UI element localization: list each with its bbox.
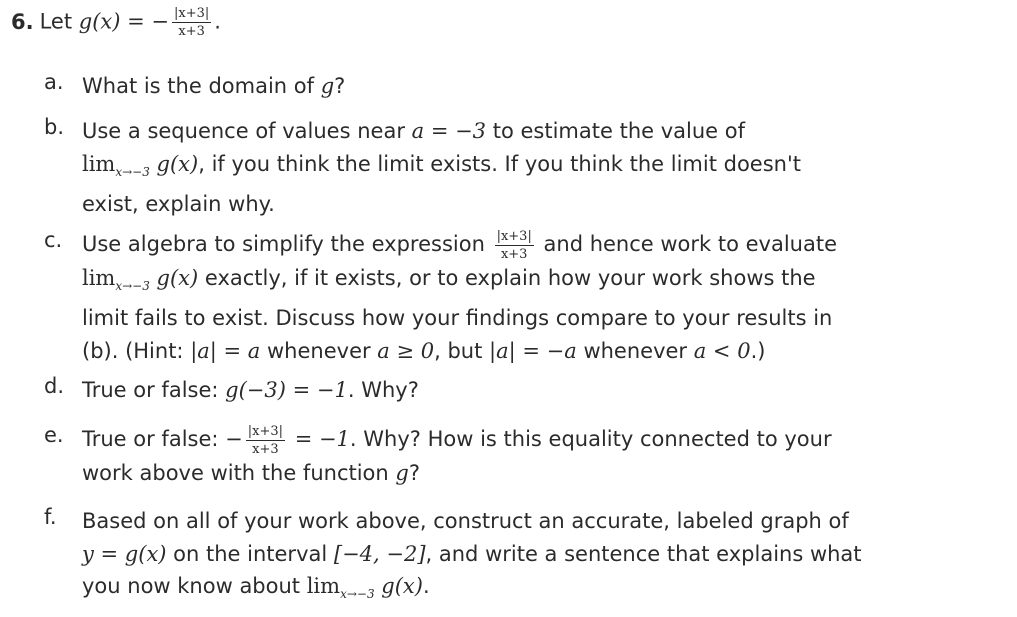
- part-b-lim-sub: x→−3: [115, 164, 150, 179]
- part-d-label: d.: [44, 374, 65, 398]
- part-f-math-y: y = g(x): [82, 541, 167, 566]
- part-c-hint-3: , but: [434, 338, 490, 363]
- part-c-hint-4: whenever: [576, 338, 694, 363]
- part-b-line3: exist, explain why.: [82, 192, 275, 216]
- fraction-denominator: x+3: [178, 24, 205, 39]
- part-f-line2-text: on the interval: [166, 541, 334, 566]
- part-c-label: c.: [44, 228, 63, 252]
- part-e-text-1: True or false: −: [82, 427, 243, 451]
- part-b-line2-text: , if you think the limit exists. If you think the limit doesn't: [198, 151, 801, 176]
- part-a-text: [82, 70, 932, 103]
- part-e-frac-den: x+3: [252, 441, 279, 457]
- part-c-gx: g(x): [149, 265, 199, 290]
- part-c-hint-1: (b). (Hint:: [82, 338, 191, 363]
- part-d-text: [82, 374, 932, 407]
- part-b-math-a: a = −3: [411, 119, 487, 143]
- part-b-line1-text2: to estimate the value of: [486, 119, 745, 143]
- part-f-label: f.: [44, 505, 57, 529]
- part-b-line1-text: Use a sequence of values near: [82, 119, 412, 143]
- part-c-lim-sub: x→−3: [115, 278, 150, 293]
- part-a-text-2: ?: [334, 74, 346, 98]
- problem-number: 6.: [11, 9, 34, 34]
- part-f-line2-text2: , and write a sentence that explains what: [425, 541, 862, 566]
- part-a-text-1: What is the domain of: [82, 74, 321, 98]
- part-f-interval: [−4, −2]: [333, 541, 426, 566]
- part-c-text: [82, 228, 932, 367]
- part-b-gx: g(x): [149, 151, 199, 176]
- part-c-hint-math-4: a < 0: [693, 338, 751, 363]
- part-f-line3-end: .: [422, 574, 430, 598]
- part-c-line1-text2: and hence work to evaluate: [536, 232, 838, 256]
- part-e-math: = −1: [288, 427, 350, 451]
- part-c-line1-text: Use algebra to simplify the expression: [82, 232, 492, 256]
- part-f-line1: Based on all of your work above, construct an accurate, labeled graph of: [82, 509, 849, 533]
- part-c-line3: limit fails to exist. Discuss how your findings compare to your results in: [82, 306, 833, 330]
- part-e-line2-text2: ?: [408, 460, 420, 485]
- part-d-text-1: True or false:: [82, 378, 226, 402]
- part-c-lim: lim: [82, 265, 116, 290]
- part-b-label: b.: [44, 115, 65, 139]
- fraction-numerator: |x+3|: [173, 6, 210, 21]
- part-c-hint-math-1: |a| = a: [190, 338, 261, 363]
- part-e-fraction: [246, 424, 285, 457]
- part-f-text: [82, 505, 932, 611]
- part-e-frac-num: |x+3|: [247, 423, 284, 439]
- part-f-gx: g(x): [374, 574, 423, 598]
- part-e-text: [82, 423, 932, 489]
- part-c-line2-text: exactly, if it exists, or to explain how your work shows the: [198, 265, 816, 290]
- part-a-math: g: [320, 74, 335, 98]
- part-e-line2-text: work above with the function: [82, 460, 396, 485]
- part-d-math: g(−3) = −1: [225, 378, 348, 402]
- header-period: .: [214, 9, 221, 34]
- part-e-label: e.: [44, 423, 64, 447]
- part-d-text-2: . Why?: [347, 378, 419, 402]
- part-c-frac-den: x+3: [500, 246, 528, 262]
- part-e-text-2: . Why? How is this equality connected to your: [349, 427, 832, 451]
- part-c-hint-2: whenever: [260, 338, 378, 363]
- function-fraction: [172, 6, 211, 39]
- part-c-hint-math-2: a ≥ 0: [377, 338, 435, 363]
- part-e-line2-math: g: [395, 460, 409, 485]
- part-b-text: [82, 115, 932, 221]
- part-f-lim-sub: x→−3: [340, 587, 375, 601]
- problem-header: [11, 6, 221, 39]
- let-text: Let: [39, 9, 73, 34]
- part-c-frac-num: |x+3|: [496, 228, 532, 244]
- part-b-lim: lim: [82, 151, 116, 176]
- part-f-lim: lim: [306, 574, 341, 598]
- part-f-line3-text: you now know about: [82, 574, 307, 598]
- function-lhs: g(x) = −: [78, 9, 169, 34]
- part-c-hint-5: .): [750, 338, 766, 363]
- part-a-label: a.: [44, 70, 64, 94]
- part-c-hint-math-3: |a| = −a: [489, 338, 577, 363]
- part-c-fraction: [495, 229, 534, 262]
